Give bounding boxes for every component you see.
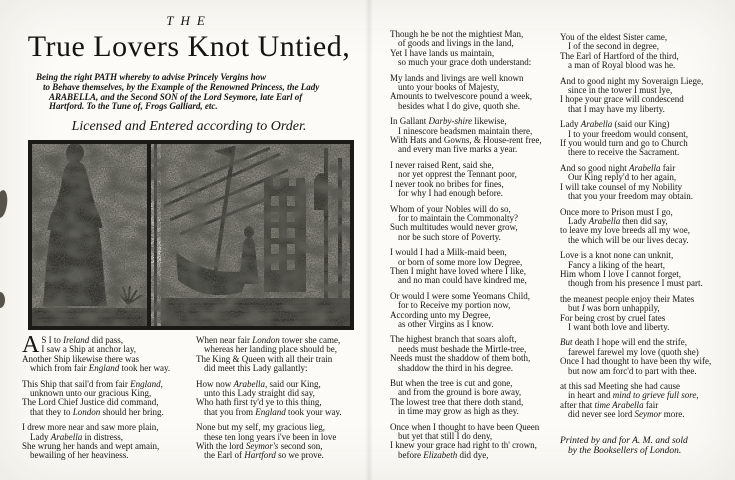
verse-line: I want both love and liberty. [568, 321, 670, 332]
imprint-line: by the Booksellers of London. [568, 446, 682, 457]
verse-line: I of the second in degree, [568, 41, 659, 52]
stanza [22, 423, 198, 461]
verse-line: shaddow the third in his degree. [398, 362, 513, 373]
imprint-line: Printed by and for A. M. and sold [560, 435, 688, 446]
verse-line: and from the ground is bore away, [398, 387, 522, 398]
verse-line: unknown unto our gracious King, [30, 388, 152, 399]
verse-column-3 [390, 30, 566, 466]
imprint [560, 436, 735, 457]
verse-line: This Ship that sail'd from fair England, [22, 378, 163, 389]
subtitle-line: Hartford. To the Tune of, Frogs Galliard, etc. [49, 101, 218, 112]
verse-line: For being crost by cruel fates [560, 312, 666, 323]
verse-line: did meet this Lady gallantly: [204, 363, 308, 374]
verse-line: unto your books of Majesty, [398, 82, 500, 93]
verse-line: S I to Ireland did pass, [41, 335, 124, 345]
verse-line: before Elizabeth did dye, [398, 449, 489, 460]
verse-line: whereas her landing place should be, [204, 344, 337, 355]
verse-line: The lowest tree that there doth stand, [390, 396, 524, 407]
stanza [196, 336, 372, 374]
verse-line: But death I hope will end the strife, [560, 337, 687, 348]
verse-line: in time may grow as high as they. [398, 406, 519, 417]
stanza [390, 161, 566, 199]
license-line: Licensed and Entered according to Order. [71, 119, 307, 135]
verse-line: In Gallant Darby-shire likewise, [390, 116, 507, 127]
verse-line: With Hats and Gowns, & House-rent free, [390, 135, 542, 146]
verse-line: or born of some more low Degree, [398, 256, 523, 267]
scan-edge-mark [0, 292, 5, 308]
verse-line: Fancy a liking of the heart, [568, 259, 665, 270]
verse-line: If you would turn and go to Church [560, 138, 688, 149]
verse-line: The highest branch that soars aloft, [390, 334, 517, 345]
verse-line: did never see lord Seymor more. [568, 409, 685, 420]
verse-line: Whom of your Nobles will do so, [390, 203, 511, 214]
verse-line: that you from England took your way. [204, 406, 342, 417]
verse-line: None but my self, my gracious lieg, [196, 422, 325, 433]
verse-line: a man of Royal blood was he. [568, 60, 676, 71]
verse-line: unto this Lady straight did say, [204, 388, 315, 399]
stanza [390, 205, 566, 243]
verse-line: Lady Arabella then did say, [568, 215, 668, 226]
verse-line: And to good night my Soveraign Liege, [560, 75, 704, 86]
verse-line: as other Virgins as I know. [398, 318, 494, 329]
verse-column-4 [560, 33, 735, 457]
stanza [560, 208, 735, 246]
stanza [196, 380, 372, 418]
verse-line: I will take counsel of my Nobility [560, 181, 682, 192]
verse-line: Yet I have lands us maintain, [390, 47, 495, 58]
verse-line: I would I had a Milk-maid been, [390, 247, 507, 258]
verse-line: You of the eldest Sister came, [560, 32, 668, 42]
verse-line: But when the tree is cut and gone, [390, 378, 513, 388]
verse-line: Lady Arabella (said our King) [560, 119, 670, 130]
verse-line: I ninescore beadsmen maintain there, [398, 125, 533, 136]
subtitle [36, 73, 370, 112]
verse-line: needs must beshade the Mirtle-tree, [398, 343, 527, 354]
stanza [560, 33, 735, 71]
verse-line: of goods and livings in the land, [398, 38, 514, 49]
verse-line: I drew more near and saw more plain, [22, 422, 159, 433]
stanza [390, 335, 566, 373]
verse-line: the meanest people enjoy their Mates [560, 293, 695, 304]
verse-line: for to maintain the Commonalty? [398, 212, 518, 223]
verse-line: I hope your grace will condescend [560, 94, 684, 105]
stanza [560, 382, 735, 420]
stanza [560, 120, 735, 158]
verse-line: for why I had enough before. [398, 188, 503, 199]
verse-line: I saw a Ship at anchor lay, [41, 344, 136, 355]
verse-line: at this sad Meeting she had cause [560, 381, 680, 391]
stanza [390, 379, 566, 417]
verse-line: Once when I thought to have been Queen [390, 421, 540, 432]
page-title: True Lovers Knot Untied, [27, 30, 351, 63]
verse-line: And so good night Arabella fair [560, 162, 676, 173]
title-block [8, 13, 370, 135]
verse-line: Though he be not the mightiest Man, [390, 29, 524, 39]
verse-line: and every man five marks a year. [398, 144, 518, 155]
verse-line: that I may have my liberty. [568, 103, 665, 114]
verse-line: The Lord Chief Justice did command, [22, 397, 159, 408]
verse-line: so much your grace doth understand: [398, 57, 532, 68]
subtitle-line: Being the right PATH whereby to advise Princely Vergins how [36, 72, 267, 82]
verse-line: Him whom I love I cannot forget, [560, 268, 682, 279]
stanza [22, 332, 198, 374]
verse-line: The King & Queen with all their train [196, 353, 333, 364]
subtitle-line: to Behave themselves, by the Example of the Renowned Princess, the Lady [43, 81, 320, 92]
drop-cap: A [22, 332, 40, 358]
verse-line: but I was born unhappily, [568, 303, 660, 314]
verse-line: though from his presence I must part. [568, 278, 703, 289]
stanza [390, 74, 566, 112]
verse-line: Then I might have loved where I like, [390, 265, 526, 276]
verse-line: after that time Arabella fair [560, 399, 659, 410]
verse-line: Or would I were some Yeomans Child, [390, 290, 530, 301]
verse-line: there to receive the Sacrament. [568, 147, 680, 158]
verse-line: Once more to Prison must I go, [560, 206, 673, 217]
verse-line: Our King reply'd to her again, [568, 172, 677, 183]
verse-line: and no man could have kindred me, [398, 275, 527, 286]
title-kicker: THE [166, 13, 212, 28]
verse-line: in heart and mind to grieve full sore, [568, 390, 699, 401]
verse-line: I knew your grace had right to th' crown, [390, 440, 537, 451]
stanza [390, 423, 566, 461]
verse-line: I to your freedom would consent, [568, 128, 688, 139]
scan-edge-mark [0, 189, 9, 218]
verse-line: that you your freedom may obtain. [568, 191, 693, 202]
verse-line: She wrung her hands and wept amain, [22, 441, 160, 452]
verse-line: How now Arabella, said our King, [196, 378, 321, 389]
verse-line: Lady Arabella in distress, [30, 431, 124, 442]
stanza [390, 292, 566, 330]
verse-column-2 [196, 336, 372, 467]
verse-line: nor yet opprest the Tennant poor, [398, 169, 517, 180]
verse-line: which from fair England took her way. [30, 363, 171, 374]
verse-line: According unto my Degree, [390, 309, 491, 320]
verse-line: Amounts to twelvescore pound a week, [390, 91, 532, 102]
verse-stanzas [560, 33, 735, 420]
verse-line: but yet that still I do deny, [398, 431, 493, 442]
verse-column-1 [22, 332, 198, 467]
verse-line: Love is a knot none can unknit, [560, 250, 674, 261]
subtitle-line: ARABELLA, and the Second SON of the Lord Seymore, late Earl of [49, 91, 303, 102]
stanza [390, 30, 566, 68]
verse-line: these ten long years i've been in love [204, 431, 337, 442]
verse-line: Needs must the shaddow of them both, [390, 353, 531, 364]
verse-line: Another Ship likewise there was [22, 353, 139, 364]
stanza [560, 251, 735, 289]
stanza [390, 248, 566, 286]
stanza [390, 117, 566, 155]
verse-line: The Earl of Hartford of the third, [560, 50, 679, 61]
verse-line: farewel farewel my love (quoth she) [568, 346, 699, 357]
verse-line: for to Receive my portion now, [398, 300, 511, 311]
stanza [560, 77, 735, 115]
verse-line: Once I had thought to have been thy wife, [560, 356, 712, 367]
verse-line: When near fair London tower she came, [196, 335, 341, 345]
verse-line: nor be such store of Poverty. [398, 231, 501, 242]
verse-line: bewailing of her heaviness. [30, 450, 129, 461]
verse-line: to leave my love breeds all my woe, [560, 225, 690, 236]
verse-line: I never took no bribes for fines, [390, 178, 504, 189]
verse-line: that they to London should her bring. [30, 406, 164, 417]
verse-line: besides what I do give, quoth she. [398, 100, 520, 111]
woodcut-illustration [28, 140, 354, 330]
verse-line: Such multitudes would never grow, [390, 222, 518, 233]
stanza [196, 423, 372, 461]
stanza [22, 380, 198, 418]
stanza [560, 295, 735, 333]
verse-line: With the lord Seymor's second son, [196, 441, 323, 452]
verse-line: My lands and livings are well known [390, 72, 524, 83]
stanza [560, 164, 735, 202]
verse-line: since in the tower I must lye, [568, 85, 673, 96]
verse-line: but now am forc'd to part with thee. [568, 365, 697, 376]
verse-line: I never raised Rent, said she, [390, 159, 494, 170]
verse-line: the which will be our lives decay. [568, 234, 689, 245]
verse-line: the Earl of Hartford so we prove. [204, 450, 324, 461]
verse-line: Who hath first ty'd ye to this thing, [196, 397, 322, 408]
stanza [560, 338, 735, 376]
